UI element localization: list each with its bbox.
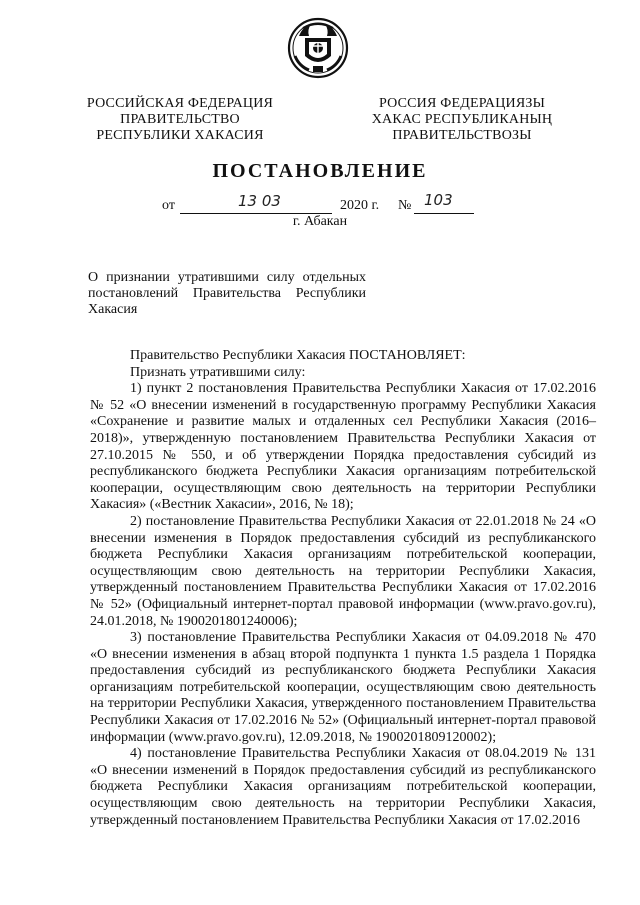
handwritten-date: 13 03	[238, 192, 281, 210]
preamble-paragraph: Правительство Республики Хакасия ПОСТАНОВЛЯЕТ:	[130, 348, 466, 363]
header-left-line: ПРАВИТЕЛЬСТВО	[120, 112, 240, 127]
document-subject: О признании утратившими силу отдельных постановлений Правительства Республики Хакасия	[88, 270, 366, 317]
header-right-line: ХАКАС РЕСПУБЛИКАНЫҢ	[371, 112, 553, 127]
city-label: г. Абакан	[292, 214, 348, 229]
header-left-line: РОССИЙСКАЯ ФЕДЕРАЦИЯ	[86, 96, 274, 111]
intro-paragraph: Признать утратившими силу:	[130, 364, 306, 380]
from-label: от	[162, 198, 175, 213]
list-item: 2) постановление Правительства Республики Хакасия от 22.01.2018 № 24 «О внесении изменения в Порядок предоставления субсидий из республиканского бюджета Республики Хакасия организациям потребительской кооперации, осуществляющим свою деятельность на территории Республики Хакасия, утвержденный постановлением Правительства Республики Хакасия от 17.02.2016 № 52» (Официальный интернет-портал правовой информации (www.pravo.gov.ru), 24.01.2018, № 1900201801240006);	[90, 513, 596, 629]
list-item: 3) постановление Правительства Республики Хакасия от 04.09.2018 № 470 «О внесении изменения в абзац второй подпункта 1 пункта 1.5 раздела 1 Порядка предоставления субсидий из республиканского бюджета Республики Хакасия организациям потребительской кооперации, осуществляющим свою деятельность на территории Республики Хакасия, утвержденного постановлением Правительства Республики Хакасия от 17.02.2016 № 52» (Официальный интернет-портал правовой информации (www.pravo.gov.ru), 12.09.2018, № 1900201809120002);	[90, 630, 596, 745]
list-item: 4) постановление Правительства Республики Хакасия от 08.04.2019 № 131 «О внесении изменений в Порядок предоставления субсидий из республиканского бюджета Республики Хакасия организациям потребительской кооперации, осуществляющим свою деятельность на территории Республики Хакасия, утвержденный постановлением Правительства Республики Хакасия от 17.02.2016	[90, 746, 596, 828]
document-title: ПОСТАНОВЛЕНИЕ	[212, 160, 428, 182]
header-right-line: РОССИЯ ФЕДЕРАЦИЯЗЫ	[378, 96, 546, 111]
header-right-line: ПРАВИТЕЛЬСТВОЗЫ	[392, 128, 532, 143]
list-item: 1) пункт 2 постановления Правительства Республики Хакасия от 17.02.2016 № 52 «О внесении изменений в государственную программу Республики Хакасия «Сохранение и развитие малых и отдаленных сел Республики Хакасия (2016– 2018)», утвержденную постановлением Правительства Республики Хакасия от 27.10.2015 № 550, и об утверждении Порядка предоставления субсидий из республиканского бюджета Республики Хакасия организациям потребительской кооперации, осуществляющим свою деятельность на территории Республики Хакасия» («Вестник Хакасии», 2016, № 18);	[90, 381, 596, 513]
header-left-line: РЕСПУБЛИКИ ХАКАСИЯ	[96, 128, 264, 143]
header-right-block	[357, 96, 567, 144]
document-body	[90, 348, 596, 829]
handwritten-number: 103	[424, 191, 453, 209]
year-label: 2020 г.	[340, 198, 380, 213]
coat-of-arms-emblem	[285, 16, 351, 80]
number-label: №	[398, 198, 412, 213]
header-left-block	[80, 96, 280, 144]
